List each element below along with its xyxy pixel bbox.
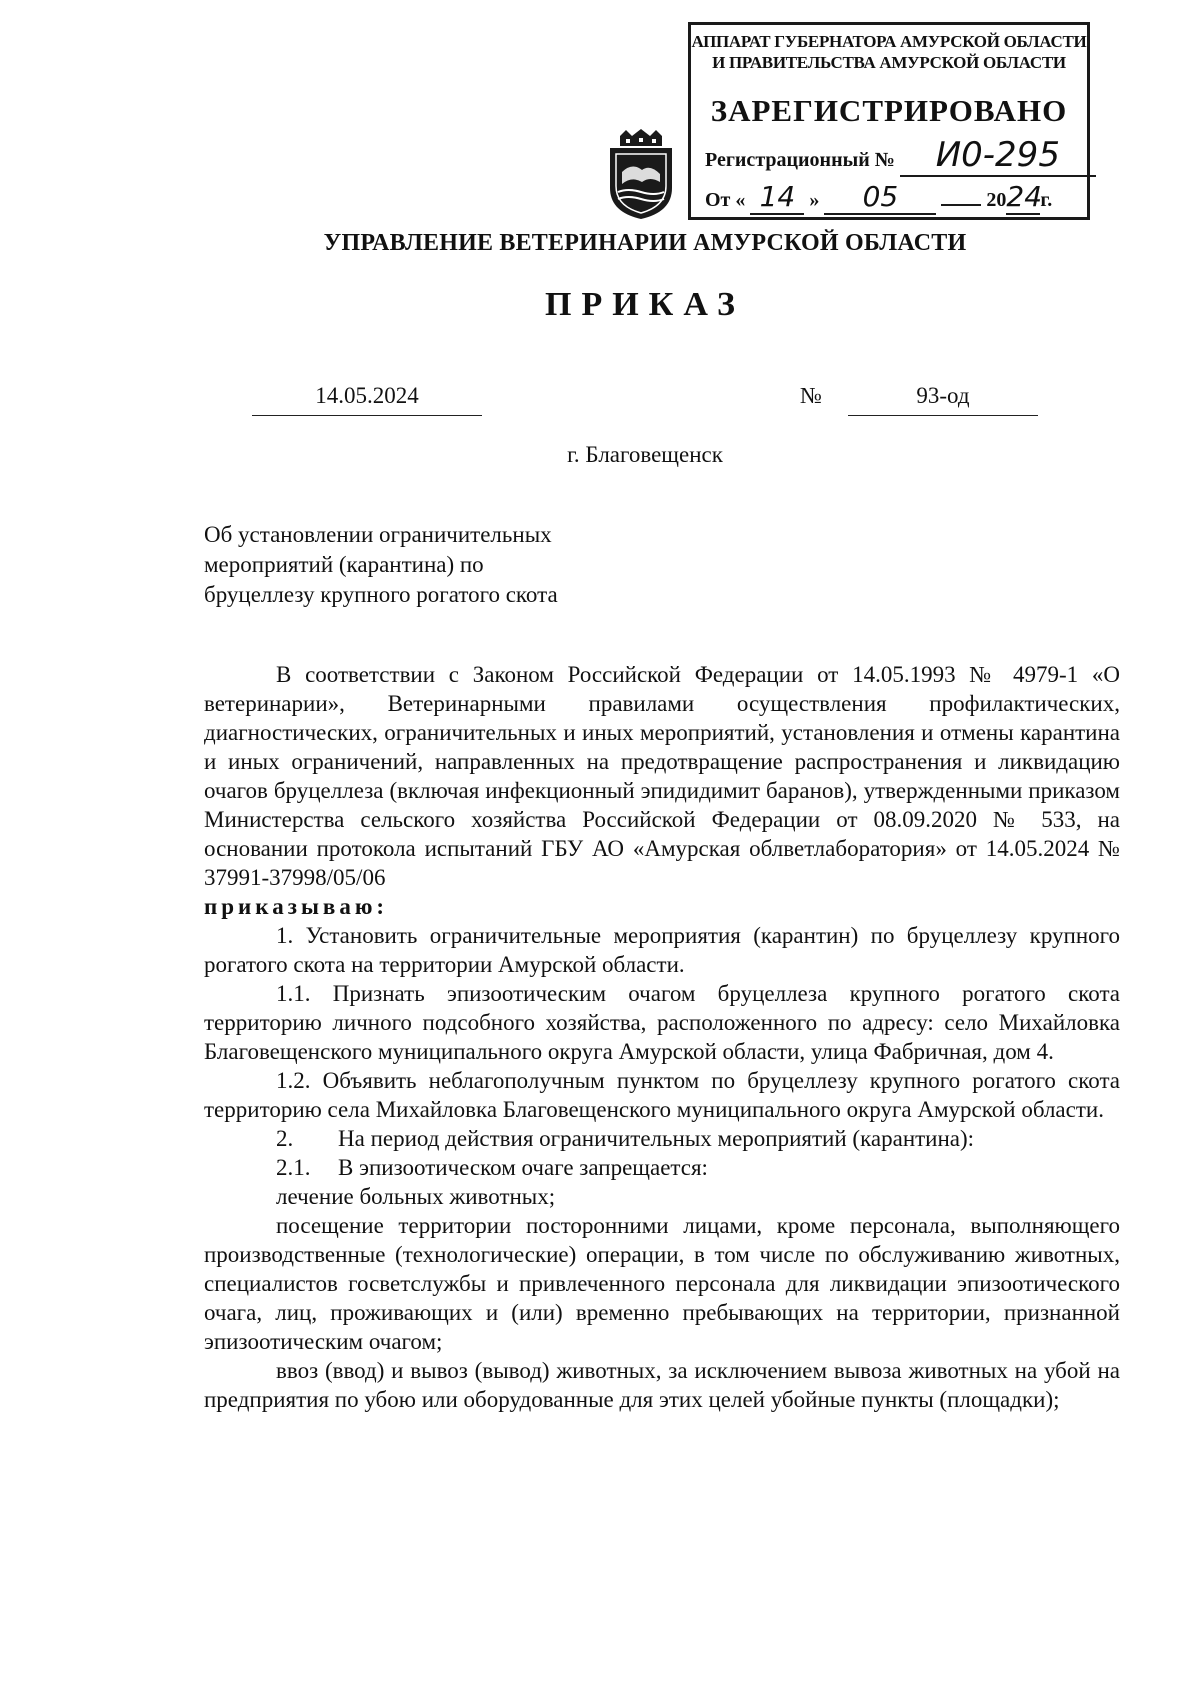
document-type-title: ПРИКАЗ bbox=[545, 286, 745, 323]
list-item: ввоз (ввод) и вывоз (вывод) животных, за исключением вывоза животных на убой на предприятия по убою или оборудованные для этих целей убойные пункты (площадки); bbox=[204, 1358, 1120, 1412]
stamp-title: ЗАРЕГИСТРИРОВАНО bbox=[710, 93, 1068, 128]
stamp-reg-number: И0-295 bbox=[900, 135, 1096, 177]
paragraph-2-1 bbox=[204, 1153, 1120, 1182]
stamp-date-year: 24 bbox=[1006, 180, 1043, 213]
list-item: посещение территории посторонними лицами, кроме персонала, выполняющего производственные (технологические) операции, в том числе по обслуживанию животных, специалистов госветслужбы и привлеченного персонала для ликвидации эпизоотического очага, лиц, проживающих и (или) временно пребывающих на территории, признанной эпизоотическим очагом; bbox=[204, 1213, 1120, 1354]
order-subject bbox=[204, 520, 624, 610]
amur-oblast-coat-of-arms-icon bbox=[606, 128, 676, 220]
paragraph-1-2: 1.2. Объявить неблагополучным пунктом по бруцеллезу крупного рогатого скота территорию села Михайловка Благовещенского муниципального округа Амурской области. bbox=[204, 1068, 1120, 1122]
stamp-date-line: От « 14 » 05 2024г. bbox=[705, 180, 1053, 213]
stamp-date-month: 05 bbox=[824, 180, 936, 215]
order-word: приказываю: bbox=[204, 894, 389, 919]
city-name: г. Благовещенск bbox=[567, 442, 723, 467]
list-item: лечение больных животных; bbox=[276, 1184, 556, 1209]
order-body bbox=[204, 660, 1120, 1414]
paragraph-2 bbox=[204, 1124, 1120, 1153]
registration-stamp bbox=[688, 22, 1090, 220]
paragraph-2-text: На период действия ограничительных мероприятий (карантина): bbox=[338, 1126, 975, 1151]
subject-line: мероприятий (карантина) по bbox=[204, 552, 484, 577]
paragraph-2-1-number: 2.1. bbox=[276, 1155, 311, 1180]
organization-name: УПРАВЛЕНИЕ ВЕТЕРИНАРИИ АМУРСКОЙ ОБЛАСТИ bbox=[323, 230, 967, 256]
stamp-reg-label: Регистрационный № bbox=[705, 149, 895, 171]
paragraph-2-number: 2. bbox=[276, 1126, 294, 1151]
stamp-organization: АППАРАТ ГУБЕРНАТОРА АМУРСКОЙ ОБЛАСТИ И ПРАВИТЕЛЬСТВА АМУРСКОЙ ОБЛАСТИ bbox=[691, 32, 1087, 72]
subject-line: бруцеллезу крупного рогатого скота bbox=[204, 582, 558, 607]
order-date: 14.05.2024 bbox=[252, 383, 482, 416]
paragraph-2-1-text: В эпизоотическом очаге запрещается: bbox=[338, 1155, 708, 1180]
stamp-date-day: 14 bbox=[750, 180, 804, 215]
paragraph-1-1: 1.1. Признать эпизоотическим очагом бруцеллеза крупного рогатого скота территорию личного подсобного хозяйства, расположенного по адресу: село Михайловка Благовещенского муниципального округа Амурской области, улица Фабричная, дом 4. bbox=[204, 981, 1120, 1064]
stamp-reg-line bbox=[705, 135, 1096, 177]
subject-line: Об установлении ограничительных bbox=[204, 522, 552, 547]
order-number: 93-од bbox=[848, 383, 1038, 416]
preamble-paragraph: В соответствии с Законом Российской Федерации от 14.05.1993 № 4979-1 «О ветеринарии», Ветеринарными правилами осуществления профилактических, диагностических, ограничительных и иных мероприятий, установления и отмены карантина и иных ограничений, направленных на предотвращение распространения и ликвидацию очагов бруцеллеза (включая инфекционный эпидидимит баранов), утвержденными приказом Министерства сельского хозяйства Российской Федерации от 08.09.2020 № 533, на основании протокола испытаний ГБУ АО «Амурская облветлаборатория» от 14.05.2024 № 37991-37998/05/06 bbox=[204, 662, 1120, 890]
order-number-sign: № bbox=[800, 383, 822, 408]
paragraph-1: 1. Установить ограничительные мероприятия (карантин) по бруцеллезу крупного рогатого скота на территории Амурской области. bbox=[204, 923, 1120, 977]
